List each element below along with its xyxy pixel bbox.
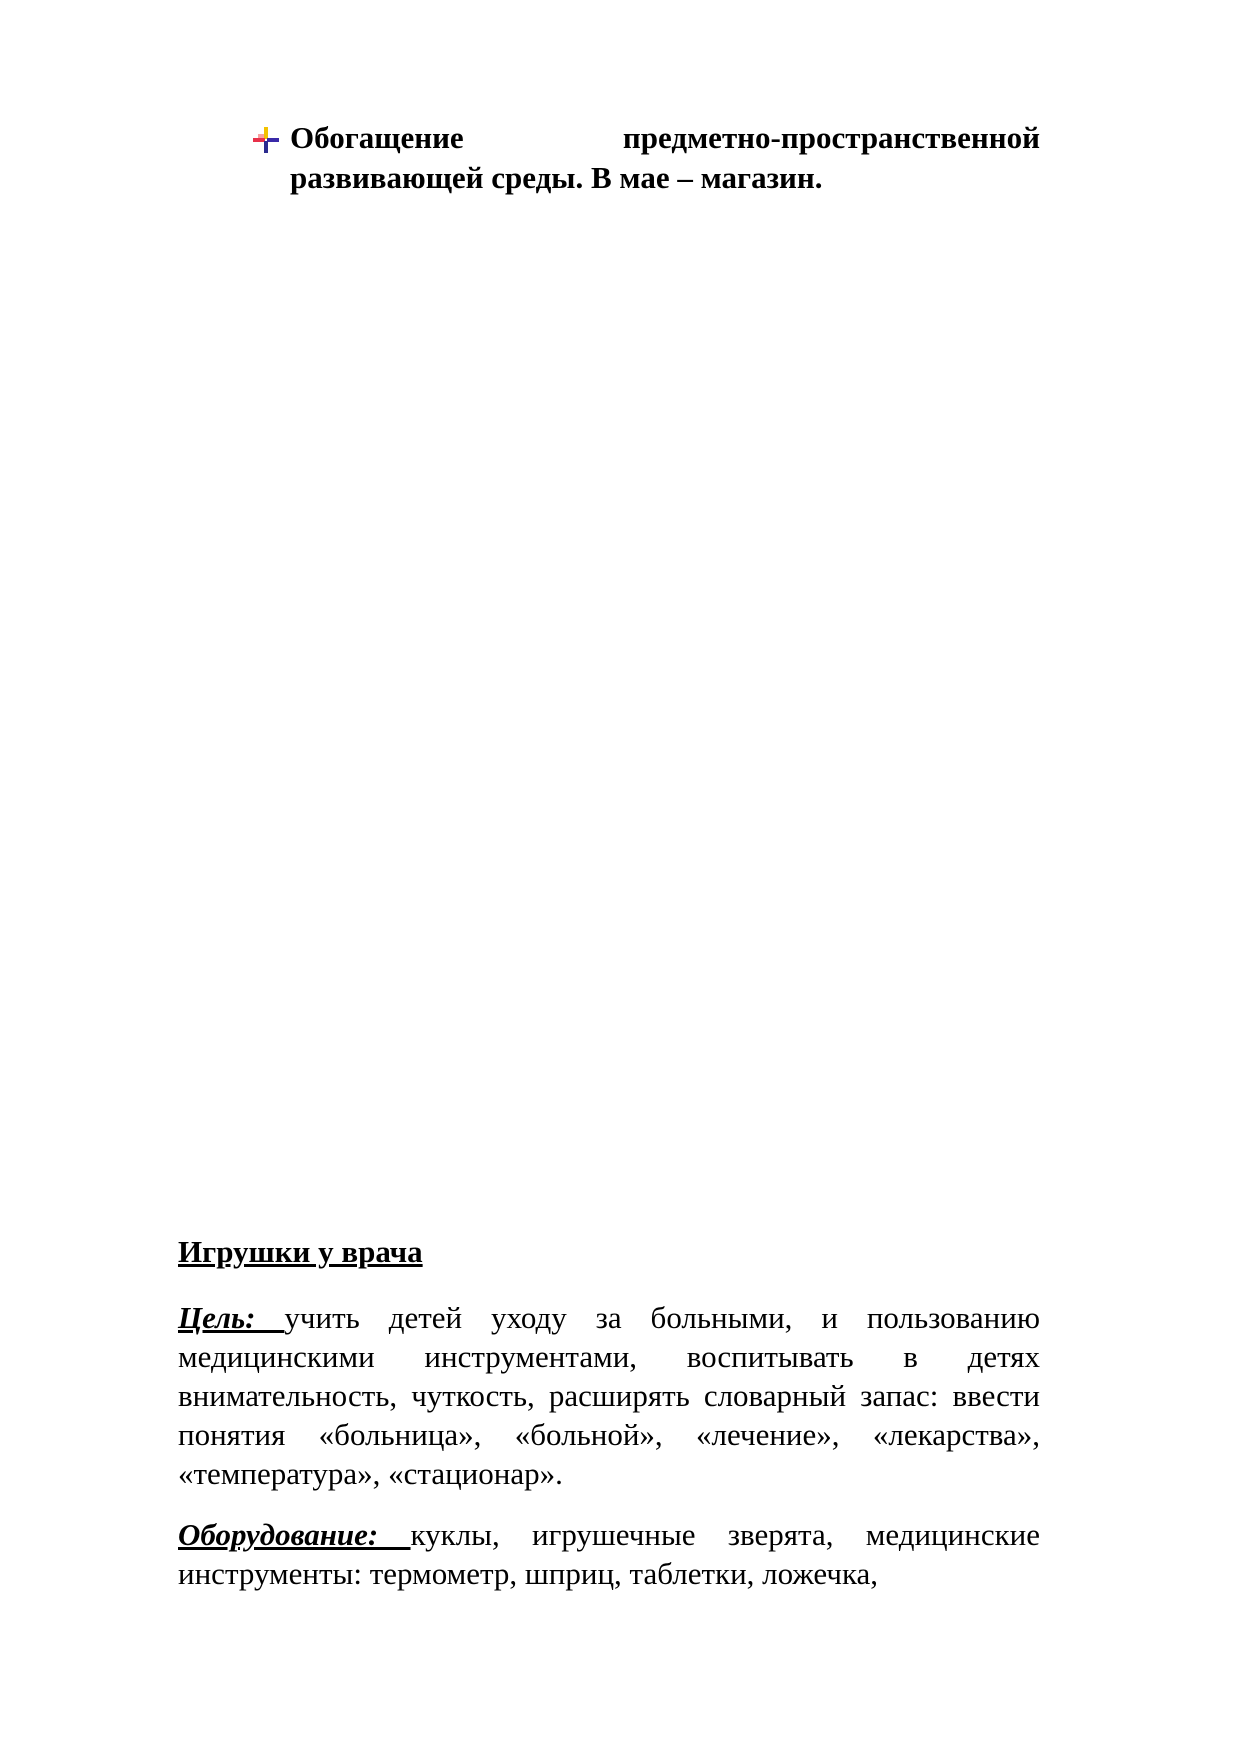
goal-paragraph (178, 1298, 1040, 1493)
goal-text: учить детей уходу за больными, и пользованию медицинскими инструментами, воспитывать в детях внимательность, чуткость, расширять словарный запас: ввести понятия «больница», «больной», «лечение», «лекарства», «температура», «стационар». (178, 1300, 1040, 1491)
equipment-text: куклы, игрушечные зверята, медицинские инструменты: термометр, шприц, таблетки, ложечка, (178, 1517, 1040, 1591)
pinwheel-bullet-icon (252, 126, 280, 154)
section-title: Игрушки у врача (178, 1234, 423, 1269)
bullet-text: Обогащение предметно-пространственной развивающей среды. В мае – магазин. (290, 120, 1040, 195)
bullet-item (248, 118, 1040, 198)
equipment-paragraph (178, 1515, 1040, 1593)
goal-label: Цель: (178, 1300, 285, 1335)
equipment-label: Оборудование: (178, 1517, 411, 1552)
game-section (178, 1232, 1040, 1615)
